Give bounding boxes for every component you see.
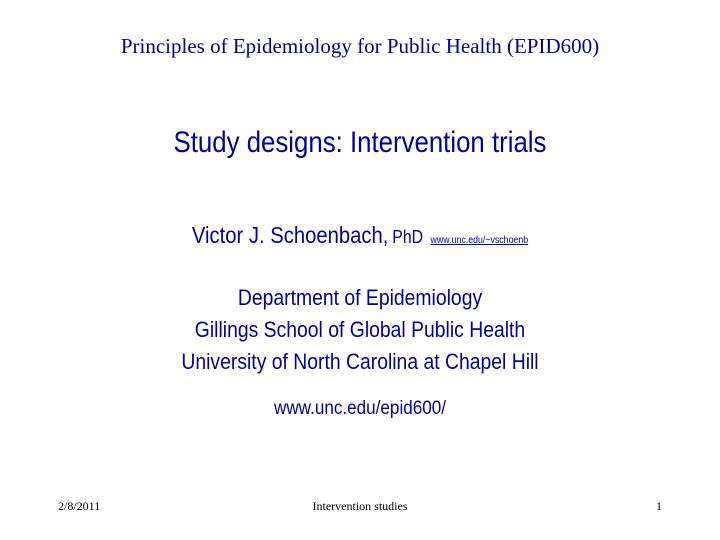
author-name: Victor J. Schoenbach, <box>191 222 389 248</box>
affiliation-block <box>43 282 677 378</box>
author-homepage-link[interactable]: www.unc.edu/~vschoenb <box>430 235 529 246</box>
page-number: 1 <box>656 499 662 513</box>
footer-title: Intervention studies <box>312 499 408 513</box>
author-line <box>43 222 677 249</box>
university-name: University of North Carolina at Chapel Hill <box>181 349 539 374</box>
school-name: Gillings School of Global Public Health <box>194 317 526 342</box>
footer-date: 2/8/2011 <box>58 499 101 513</box>
slide-title: Study designs: Intervention trials <box>173 126 547 159</box>
department-name: Department of Epidemiology <box>237 285 483 310</box>
course-title: Principles of Epidemiology for Public Health (EPID600) <box>120 34 600 58</box>
author-degree: PhD <box>392 227 424 247</box>
course-website-link[interactable]: www.unc.edu/epid600/ <box>273 398 447 419</box>
